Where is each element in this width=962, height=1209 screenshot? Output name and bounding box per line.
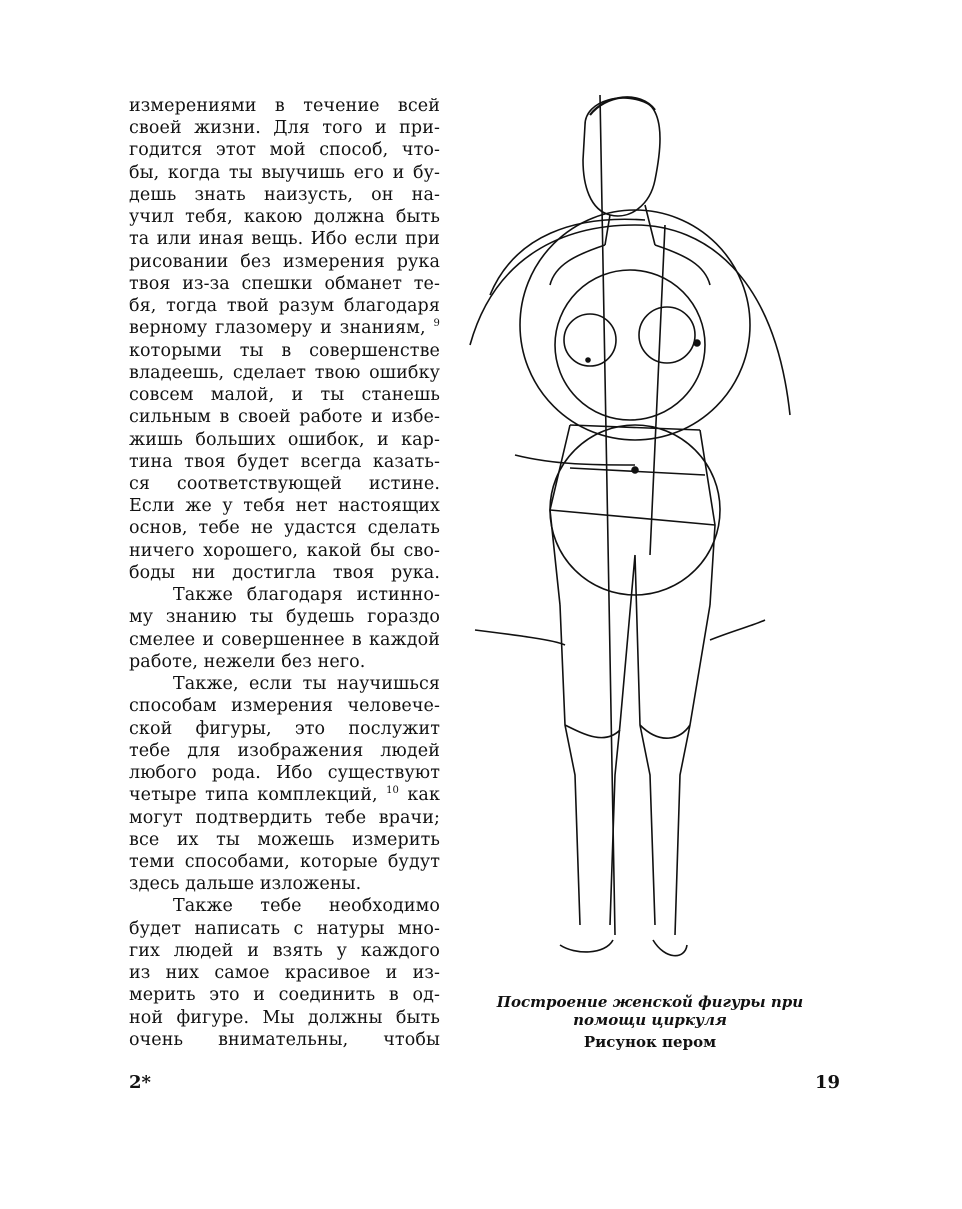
- caption-subtitle: Рисунок пером: [583, 1033, 717, 1051]
- caption-title: Построение женской фигуры при помощи циркуля: [496, 993, 804, 1029]
- text-line-content: ся соответствующей истине.: [129, 473, 440, 494]
- text-line-content: дешь знать наизусть, он на-: [129, 184, 440, 205]
- text-line: [129, 695, 440, 717]
- text-line-content: мерить это и соединить в од-: [129, 985, 440, 1006]
- text-line: [129, 340, 440, 362]
- text-line-content: верному глазомеру и знаниям,: [129, 318, 426, 339]
- text-line: [129, 829, 440, 851]
- text-line-content: ничего хорошего, какой бы сво-: [129, 540, 440, 561]
- text-line: [129, 495, 440, 517]
- text-line: [129, 139, 440, 161]
- text-line-content: владеешь, сделает твою ошибку: [129, 362, 440, 383]
- text-line: [129, 673, 440, 695]
- page-number: 19: [815, 1072, 841, 1093]
- text-line: [129, 184, 440, 206]
- text-line-content: которыми ты в совершенстве: [129, 340, 440, 361]
- footnote-ref: 10: [386, 785, 399, 797]
- text-line-content: совсем малой, и ты станешь: [129, 385, 440, 406]
- text-line-content: гих людей и взять у каждого: [129, 940, 440, 961]
- text-line-content: тебе для изображения людей: [129, 740, 440, 761]
- text-line-content: теми способами, которые будут: [129, 851, 440, 872]
- text-line-content: все их ты можешь измерить: [129, 829, 440, 850]
- figure-drawing: [455, 85, 805, 975]
- text-line-content: любого рода. Ибо существуют: [129, 763, 440, 784]
- figure-caption: [470, 993, 830, 1051]
- text-line-content: тина твоя будет всегда казать-: [129, 451, 440, 472]
- text-line: [129, 317, 440, 339]
- text-line: [129, 718, 440, 740]
- text-line: [129, 940, 440, 962]
- text-line: [129, 873, 440, 895]
- text-line: [129, 451, 440, 473]
- text-line-content: из них самое красивое и из-: [129, 963, 440, 984]
- text-line: [129, 273, 440, 295]
- text-line-content: основ, тебе не удастся сделать: [129, 518, 440, 539]
- text-line-content: Также благодаря истинно-: [173, 585, 440, 606]
- text-line-content: Также тебе необходимо: [173, 896, 440, 917]
- text-line: [129, 540, 440, 562]
- text-line: [129, 295, 440, 317]
- text-line: [129, 1029, 440, 1051]
- text-line: [129, 740, 440, 762]
- text-line-content: очень внимательны, чтобы: [129, 1029, 440, 1050]
- text-line: [129, 517, 440, 539]
- text-line-content: учил тебя, какою должна быть: [129, 207, 440, 228]
- body-text-column: [129, 95, 440, 1051]
- text-line-content: рисовании без измерения рука: [129, 251, 440, 272]
- text-line-content: бя, тогда твой разум благодаря: [129, 296, 440, 317]
- text-line: [129, 1007, 440, 1029]
- text-line: [129, 807, 440, 829]
- text-line: [129, 762, 440, 784]
- text-line: [129, 562, 440, 584]
- text-line-content: бы, когда ты выучишь его и бу-: [129, 162, 440, 183]
- text-line-content: Также, если ты научишься: [173, 674, 440, 695]
- text-line: [129, 251, 440, 273]
- text-line-content: своей жизни. Для того и при-: [129, 118, 440, 139]
- text-line: [129, 851, 440, 873]
- text-line-content: Если же у тебя нет настоящих: [129, 496, 440, 517]
- text-line: [129, 984, 440, 1006]
- text-line: [129, 918, 440, 940]
- text-line-content: та или иная вещь. Ибо если при: [129, 229, 440, 250]
- text-line-content: боды ни достигла твоя рука.: [129, 562, 440, 583]
- signature-mark: 2*: [129, 1072, 151, 1093]
- text-line-content: здесь дальше изложены.: [129, 874, 362, 895]
- text-line: [129, 362, 440, 384]
- text-line: [129, 962, 440, 984]
- text-line-content: ной фигуре. Мы должны быть: [129, 1007, 440, 1028]
- text-line-content: годится этот мой способ, что-: [129, 140, 440, 161]
- text-line: [129, 228, 440, 250]
- text-line: [129, 473, 440, 495]
- text-line: [129, 584, 440, 606]
- text-line-content: могут подтвердить тебе врачи;: [129, 807, 440, 828]
- footnote-ref: 9: [433, 318, 441, 330]
- text-line: [129, 629, 440, 651]
- text-line-content: четыре типа комплекций,: [129, 785, 378, 806]
- text-line: [129, 651, 440, 673]
- text-line: [129, 206, 440, 228]
- text-line: [129, 117, 440, 139]
- text-line: [129, 784, 440, 806]
- text-line: [129, 895, 440, 917]
- text-line-content: жишь больших ошибок, и кар-: [129, 429, 440, 450]
- text-line-content: смелее и совершеннее в каждой: [129, 629, 440, 650]
- text-line-content: сильным в своей работе и избе-: [129, 407, 440, 428]
- text-line: [129, 384, 440, 406]
- text-line: [129, 406, 440, 428]
- text-line: [129, 429, 440, 451]
- text-line-content: твоя из-за спешки обманет те-: [129, 273, 440, 294]
- text-line-content: ской фигуры, это послужит: [129, 718, 440, 739]
- text-line-content: способам измерения человече-: [129, 696, 440, 717]
- text-line-content: му знанию ты будешь гораздо: [129, 607, 440, 628]
- text-line: [129, 606, 440, 628]
- text-line-content: будет написать с натуры мно-: [129, 918, 440, 939]
- text-line: [129, 95, 440, 117]
- text-line-content: как: [399, 785, 440, 806]
- text-line: [129, 162, 440, 184]
- text-line-content: измерениями в течение всей: [129, 96, 440, 116]
- text-line-content: работе, нежели без него.: [129, 651, 366, 672]
